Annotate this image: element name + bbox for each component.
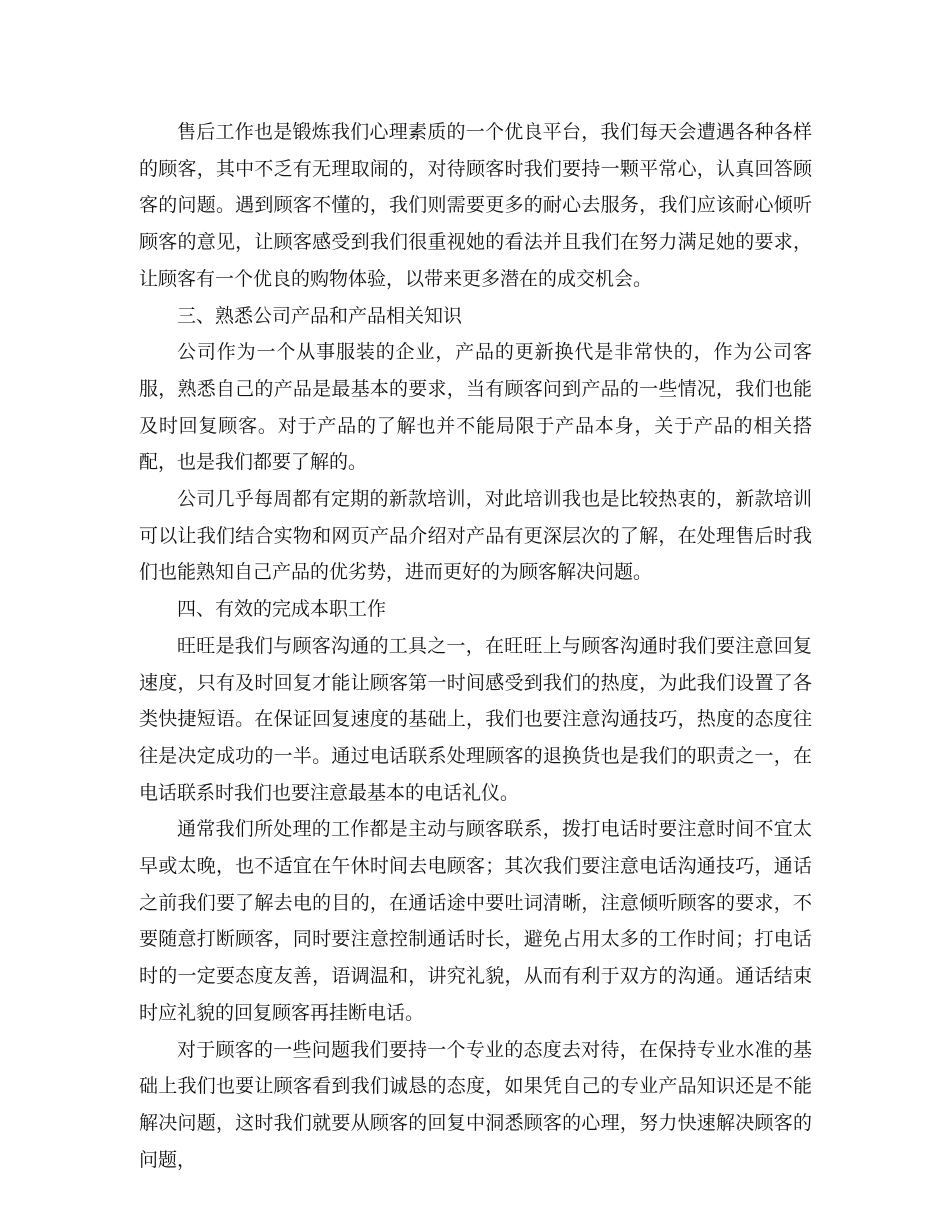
section-heading-3: 三、熟悉公司产品和产品相关知识: [177, 304, 463, 327]
paragraph-after-sales-mindset: 售后工作也是锻炼我们心理素质的一个优良平台，我们每天会遭遇各种各样的顾客，其中不乏有无理取闹的，对待顾客时我们要持一颗平常心，认真回答顾客的问题。遇到顾客不懂的，我们则需要更多的耐心去服务，我们应该耐心倾听顾客的意见，让顾客感受到我们很重视她的看法并且我们在努力满足她的要求，让顾客有一个优良的购物体验，以带来更多潜在的成交机会。: [139, 121, 812, 290]
paragraph-product-knowledge: 公司作为一个从事服装的企业，产品的更新换代是非常快的，作为公司客服，熟悉自己的产品是最基本的要求，当有顾客问到产品的一些情况，我们也能及时回复顾客。对于产品的了解也并不能局限于产品本身，关于产品的相关搭配，也是我们都要了解的。: [139, 341, 812, 474]
document-body: [139, 114, 812, 1178]
paragraph-training: 公司几乎每周都有定期的新款培训，对此培训我也是比较热衷的，新款培训可以让我们结合实物和网页产品介绍对产品有更深层次的了解，在处理售后时我们也能熟知自己产品的优劣势，进而更好的为顾客解决问题。: [139, 488, 812, 584]
paragraph-wangwang-communication: 旺旺是我们与顾客沟通的工具之一，在旺旺上与顾客沟通时我们要注意回复速度，只有及时回复才能让顾客第一时间感受到我们的热度，为此我们设置了各类快捷短语。在保证回复速度的基础上，我们也要注意沟通技巧，热度的态度往往是决定成功的一半。通过电话联系处理顾客的退换货也是我们的职责之一，在电话联系时我们也要注意最基本的电话礼仪。: [139, 634, 812, 804]
paragraph-phone-etiquette: 通常我们所处理的工作都是主动与顾客联系，拨打电话时要注意时间不宜太早或太晚，也不适宜在午休时间去电顾客；其次我们要注意电话沟通技巧，通话之前我们要了解去电的目的，在通话途中要吐词清晰，注意倾听顾客的要求，不要随意打断顾客，同时要注意控制通话时长，避免占用太多的工作时间；打电话时的一定要态度友善，语调温和，讲究礼貌，从而有利于双方的沟通。通话结束时应礼貌的回复顾客再挂断电话。: [139, 818, 812, 1024]
section-heading-4: 四、有效的完成本职工作: [177, 598, 387, 621]
paragraph-professional-attitude: 对于顾客的一些问题我们要持一个专业的态度去对待，在保持专业水准的基础上我们也要让顾客看到我们诚恳的态度，如果凭自己的专业产品知识还是不能解决问题，这时我们就要从顾客的回复中洞悉顾客的心理，努力快速解决顾客的问题，: [139, 1038, 812, 1171]
